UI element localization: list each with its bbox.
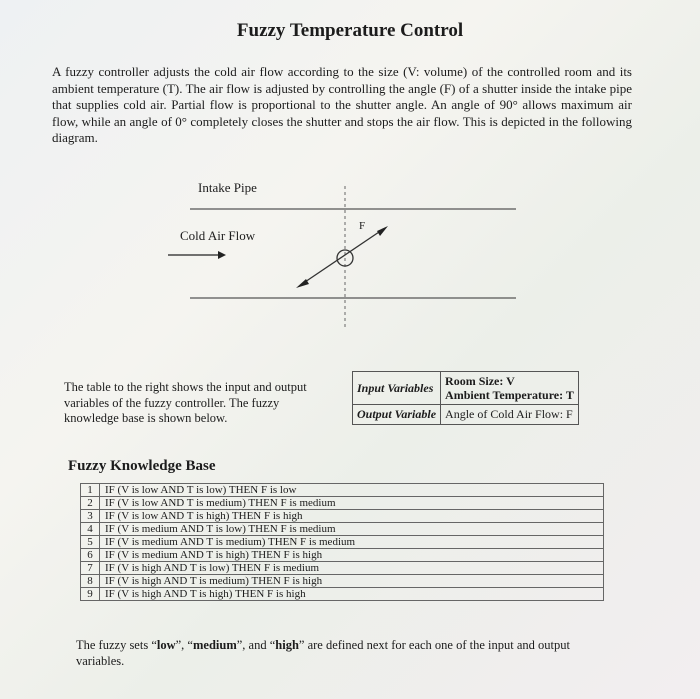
rule-number: 9 xyxy=(81,588,100,601)
rule-text: IF (V is medium AND T is low) THEN F is medium xyxy=(100,523,604,536)
table-row xyxy=(81,588,604,601)
input-variables-header: Input Variables xyxy=(353,372,441,405)
fuzzy-set-high: high xyxy=(275,638,299,652)
rule-text: IF (V is high AND T is high) THEN F is high xyxy=(100,588,604,601)
knowledge-base-table xyxy=(80,483,604,601)
variables-description: The table to the right shows the input and output variables of the fuzzy controller. The fuzzy knowledge base is shown below. xyxy=(64,380,307,425)
flow-arrow-head xyxy=(218,251,226,259)
footer-text-3: ”, and “ xyxy=(236,638,276,652)
table-row xyxy=(81,510,604,523)
rule-text: IF (V is high AND T is low) THEN F is medium xyxy=(100,562,604,575)
footer-text-4: ” are defined next for each one of the input and output variables. xyxy=(76,638,570,668)
input-room-size: Room Size: V xyxy=(445,374,515,388)
shutter-blade xyxy=(302,230,382,284)
table-row xyxy=(81,536,604,549)
input-variables-row xyxy=(353,372,579,405)
rule-text: IF (V is high AND T is medium) THEN F is high xyxy=(100,575,604,588)
table-row xyxy=(81,575,604,588)
rule-number: 6 xyxy=(81,549,100,562)
table-row xyxy=(81,562,604,575)
rule-text: IF (V is low AND T is high) THEN F is high xyxy=(100,510,604,523)
rule-number: 8 xyxy=(81,575,100,588)
diagram-drawing xyxy=(160,178,520,338)
table-row xyxy=(81,497,604,510)
cold-air-flow-label: Cold Air Flow xyxy=(180,228,256,243)
intake-pipe-label: Intake Pipe xyxy=(198,180,257,195)
rule-text: IF (V is low AND T is low) THEN F is low xyxy=(100,484,604,497)
intake-pipe-diagram xyxy=(160,178,520,338)
fuzzy-set-low: low xyxy=(156,638,176,652)
angle-f-label: F xyxy=(359,220,366,232)
fuzzy-set-medium: medium xyxy=(192,638,237,652)
table-row xyxy=(81,523,604,536)
output-variable-value: Angle of Cold Air Flow: F xyxy=(441,405,579,425)
knowledge-base-title: Fuzzy Knowledge Base xyxy=(68,458,216,474)
rule-number: 3 xyxy=(81,510,100,523)
output-variable-row xyxy=(353,405,579,425)
rule-number: 4 xyxy=(81,523,100,536)
rule-number: 1 xyxy=(81,484,100,497)
rule-number: 5 xyxy=(81,536,100,549)
footer-paragraph xyxy=(76,638,616,669)
intro-paragraph: A fuzzy controller adjusts the cold air flow according to the size (V: volume) of the controlled room and its ambient temperature (T). The air flow is adjusted by controlling the angle (F) of a shutter inside the intake pipe that supplies cold air. Partial flow is proportional to the shutter angle. An angle of 90° allows maximum air flow, while an angle of 0° completely closes the shutter and stops the air flow. This is depicted in the following diagram. xyxy=(52,64,632,145)
rule-text: IF (V is medium AND T is medium) THEN F is medium xyxy=(100,536,604,549)
table-row xyxy=(81,549,604,562)
input-variables-values xyxy=(441,372,579,405)
rule-text: IF (V is low AND T is medium) THEN F is medium xyxy=(100,497,604,510)
page-title: Fuzzy Temperature Control xyxy=(236,20,464,41)
footer-text-2: ”, “ xyxy=(175,638,193,652)
variables-table xyxy=(352,371,579,425)
rule-number: 2 xyxy=(81,497,100,510)
rule-text: IF (V is medium AND T is high) THEN F is high xyxy=(100,549,604,562)
footer-text-1: The fuzzy sets “ xyxy=(76,638,157,652)
output-variable-header: Output Variable xyxy=(353,405,441,425)
rule-number: 7 xyxy=(81,562,100,575)
shutter-arrow-top xyxy=(377,226,388,236)
table-row xyxy=(81,484,604,497)
input-ambient-temperature: Ambient Temperature: T xyxy=(445,388,574,402)
